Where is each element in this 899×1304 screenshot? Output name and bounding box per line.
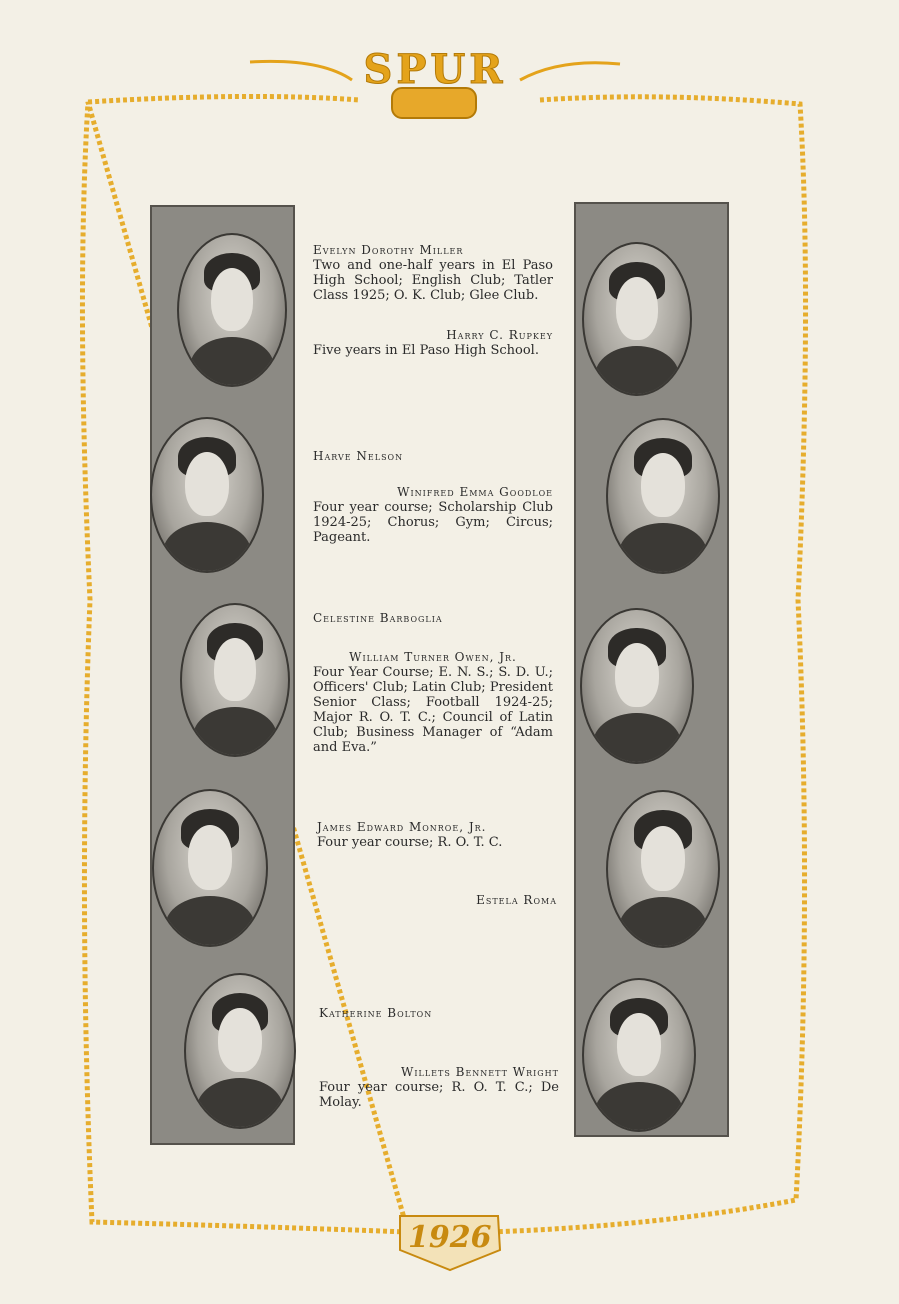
entry-description: Four Year Course; E. N. S.; S. D. U.; Officers' Club; Latin Club; President Senior Class; Football 1924-25; Major R. O. T. C.; Council of Latin Club; Business Manager of “Adam and Eva.” xyxy=(313,665,553,755)
portrait-photo xyxy=(582,242,692,396)
left-photo-column xyxy=(150,205,295,1145)
entry-celestine-barboglia xyxy=(313,611,553,626)
entry-description: Four year course; R. O. T. C.; De Molay. xyxy=(319,1080,559,1110)
portrait-photo xyxy=(180,603,290,757)
entry-name: Katherine Bolton xyxy=(319,1006,433,1020)
entry-name: James Edward Monroe, Jr. xyxy=(317,820,487,834)
entry-name: Willets Bennett Wright xyxy=(401,1065,559,1079)
portrait-photo xyxy=(582,978,696,1132)
entry-willets-wright xyxy=(319,1065,559,1110)
entry-name: Harry C. Rupkey xyxy=(446,328,553,342)
entry-name: Harve Nelson xyxy=(313,449,404,463)
entry-name: William Turner Owen, Jr. xyxy=(349,650,517,664)
portrait-photo xyxy=(150,417,264,573)
portrait-photo xyxy=(580,608,694,764)
entry-katherine-bolton xyxy=(319,1006,555,1021)
portrait-photo xyxy=(606,418,720,574)
entry-winifred-goodloe xyxy=(313,485,553,545)
entry-harry-rupkey xyxy=(313,328,553,358)
header-title: SPUR xyxy=(363,46,507,93)
entry-harve-nelson xyxy=(313,449,553,464)
entry-name: Evelyn Dorothy Miller xyxy=(313,243,464,257)
entry-estela-roma xyxy=(313,893,557,908)
entry-description: Five years in El Paso High School. xyxy=(313,343,539,358)
entry-description: Four year course; R. O. T. C. xyxy=(317,835,503,850)
entry-evelyn-miller xyxy=(313,243,553,303)
entry-name: Celestine Barboglia xyxy=(313,611,443,625)
year-badge: 1926 xyxy=(408,1220,492,1255)
entry-name: Winifred Emma Goodloe xyxy=(397,485,553,499)
portrait-photo xyxy=(184,973,296,1129)
entry-description: Two and one-half years in El Paso High School; English Club; Tatler Class 1925; O. K. Club; Glee Club. xyxy=(313,258,553,303)
portrait-photo xyxy=(606,790,720,948)
entry-william-owen xyxy=(313,650,553,755)
right-photo-column xyxy=(574,202,729,1137)
portrait-photo xyxy=(152,789,268,947)
entry-name: Estela Roma xyxy=(476,893,557,907)
portrait-photo xyxy=(177,233,287,387)
entry-james-monroe xyxy=(317,820,553,850)
entry-description: Four year course; Scholarship Club 1924-25; Chorus; Gym; Circus; Pageant. xyxy=(313,500,553,545)
